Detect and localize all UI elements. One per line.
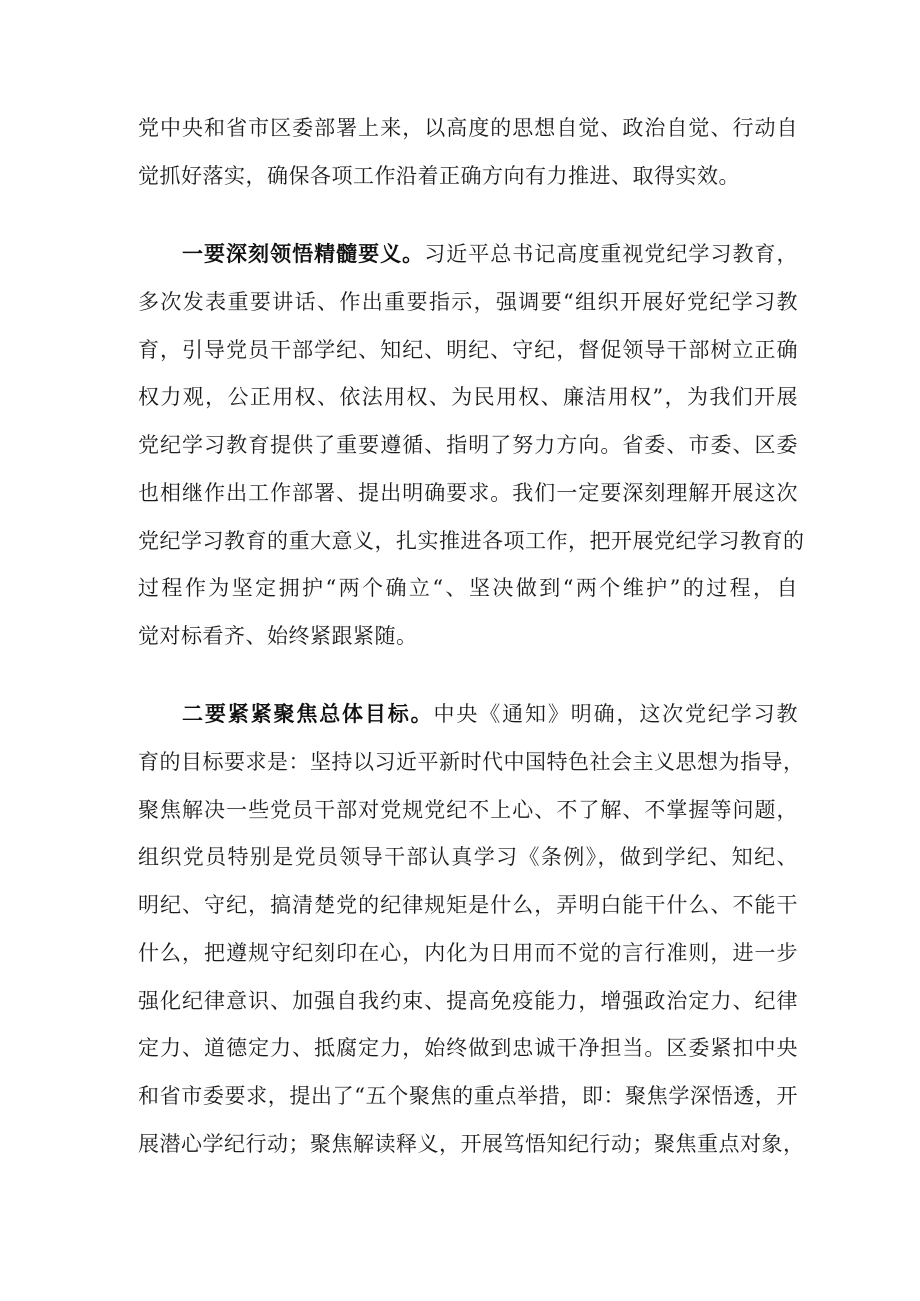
paragraph-2-line-7: 党纪学习教育的重大意义，扎实推进各项工作，把开展党纪学习教育的 (138, 529, 805, 553)
paragraph-3-line-9: 和省市委要求，提出了“五个聚焦的重点举措，即：聚焦学深悟透，开 (138, 1084, 798, 1108)
paragraph-3-line-6: 什么，把遵规守纪刻印在心，内化为日用而不觉的言行准则，进一步 (138, 941, 798, 965)
paragraph-3-first-line-text: 中央《通知》明确，这次党纪学习教 (433, 702, 799, 726)
paragraph-1-line-1: 党中央和省市区委部署上来，以高度的思想自觉、政治自觉、行动自 (138, 116, 798, 140)
paragraph-3-first-line (182, 697, 798, 731)
paragraph-2-heading: 一要深刻领悟精髓要义。 (182, 242, 425, 266)
paragraph-3-line-4: 组织党员特别是党员领导干部认真学习《条例》，做到学纪、知纪、 (138, 845, 798, 869)
paragraph-1-line-2: 觉抓好落实，确保各项工作沿着正确方向有力推进、取得实效。 (138, 164, 740, 188)
paragraph-2-line-6: 也相继作出工作部署、提出明确要求。我们一定要深刻理解开展这次 (138, 481, 798, 505)
paragraph-2-line-3: 育，引导党员干部学纪、知纪、明纪、守纪，督促领导干部树立正确 (138, 338, 798, 362)
paragraph-2-line-2: 多次发表重要讲话、作出重要指示，强调要“组织开展好党纪学习教 (138, 290, 798, 314)
paragraph-3-line-3: 聚焦解决一些党员干部对党规党纪不上心、不了解、不掌握等问题， (138, 798, 798, 822)
paragraph-3-line-2: 育的目标要求是：坚持以习近平新时代中国特色社会主义思想为指导， (138, 750, 805, 774)
paragraph-2-line-8: 过程作为坚定拥护“两个确立“、坚决做到“两个维护”的过程，自 (138, 576, 798, 600)
paragraph-2-line-5: 党纪学习教育提供了重要遵循、指明了努力方向。省委、市委、区委 (138, 433, 798, 457)
paragraph-3-heading: 二要紧紧聚焦总体目标。 (182, 702, 434, 726)
paragraph-2-line-4: 权力观，公正用权、依法用权、为民用权、廉洁用权”，为我们开展 (138, 385, 798, 409)
paragraph-2-first-line (182, 237, 798, 271)
paragraph-3-line-5: 明纪、守纪，搞清楚党的纪律规矩是什么，弄明白能干什么、不能干 (138, 893, 798, 917)
paragraph-3-line-8: 定力、道德定力、抵腐定力，始终做到忠诚干净担当。区委紧扣中央 (138, 1036, 798, 1060)
paragraph-2-line-9: 觉对标看齐、始终紧跟紧随。 (138, 624, 418, 648)
paragraph-2-first-line-text: 习近平总书记高度重视党纪学习教育， (424, 242, 798, 266)
paragraph-3-line-10: 展潜心学纪行动；聚焦解读释义，开展笃悟知纪行动；聚焦重点对象， (138, 1132, 805, 1156)
paragraph-3-line-7: 强化纪律意识、加强自我约束、提高免疫能力，增强政治定力、纪律 (138, 989, 798, 1013)
